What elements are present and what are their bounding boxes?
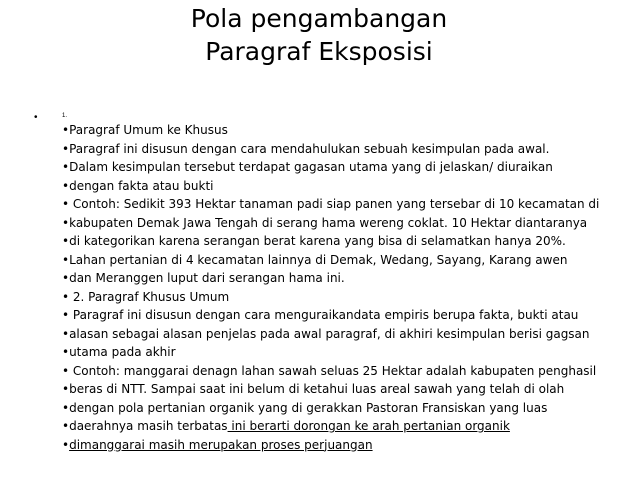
body-line: •Dalam kesimpulan tersebut terdapat gagasan utama yang di jelaskan/ diuraikan xyxy=(62,160,553,174)
bullet: • xyxy=(62,437,70,452)
body-line xyxy=(62,417,632,436)
body-line: • Paragraf ini disusun dengan cara menguraikandata empiris berupa fakta, bukti atau xyxy=(62,308,579,322)
slide-body xyxy=(62,121,632,454)
body-line: •Lahan pertanian di 4 kecamatan lainnya di Demak, Wedang, Sayang, Karang awen xyxy=(62,252,568,267)
number-marker: 1. xyxy=(62,113,68,119)
body-line: •utama pada akhir xyxy=(62,345,176,359)
body-line: •dan Meranggen luput dari serangan hama ini. xyxy=(62,271,345,285)
title-line-2: Paragraf Eksposisi xyxy=(205,37,433,66)
body-text: •daerahnya masih terbatas xyxy=(62,419,228,433)
body-line: •di kategorikan karena serangan berat karena yang bisa di selamatkan hanya 20%. xyxy=(62,234,566,248)
body-line: •dengan fakta atau bukti xyxy=(62,178,214,193)
underlined-text: dimanggarai masih merupakan proses perjuangan xyxy=(69,437,373,452)
body-line: • Contoh: Sedikit 393 Hektar tanaman padi siap panen yang tersebar di 10 kecamatan di xyxy=(62,197,600,211)
body-line: • Contoh: manggarai denagn lahan sawah seluas 25 Hektar adalah kabupaten penghasil xyxy=(62,363,597,378)
body-line: •Paragraf ini disusun dengan cara mendahulukan sebuah kesimpulan pada awal. xyxy=(62,141,550,156)
body-line: •alasan sebagai alasan penjelas pada awal paragraf, di akhiri kesimpulan berisi gagsan xyxy=(62,326,590,341)
body-line: •kabupaten Demak Jawa Tengah di serang hama wereng coklat. 10 Hektar diantaranya xyxy=(62,215,588,230)
slide-title xyxy=(0,2,638,68)
body-line: • 2. Paragraf Khusus Umum xyxy=(62,289,230,304)
body-line: •dengan pola pertanian organik yang di gerakkan Pastoran Fransiskan yang luas xyxy=(62,400,548,415)
underlined-text: ini berarti dorongan ke arah pertanian organik xyxy=(227,419,510,433)
body-line xyxy=(62,436,632,455)
body-line: •Paragraf Umum ke Khusus xyxy=(62,123,228,137)
outer-bullet: • xyxy=(34,112,38,123)
title-line-1: Pola pengambangan xyxy=(190,4,448,33)
body-line: •beras di NTT. Sampai saat ini belum di ketahui luas areal sawah yang telah di olah xyxy=(62,382,565,396)
